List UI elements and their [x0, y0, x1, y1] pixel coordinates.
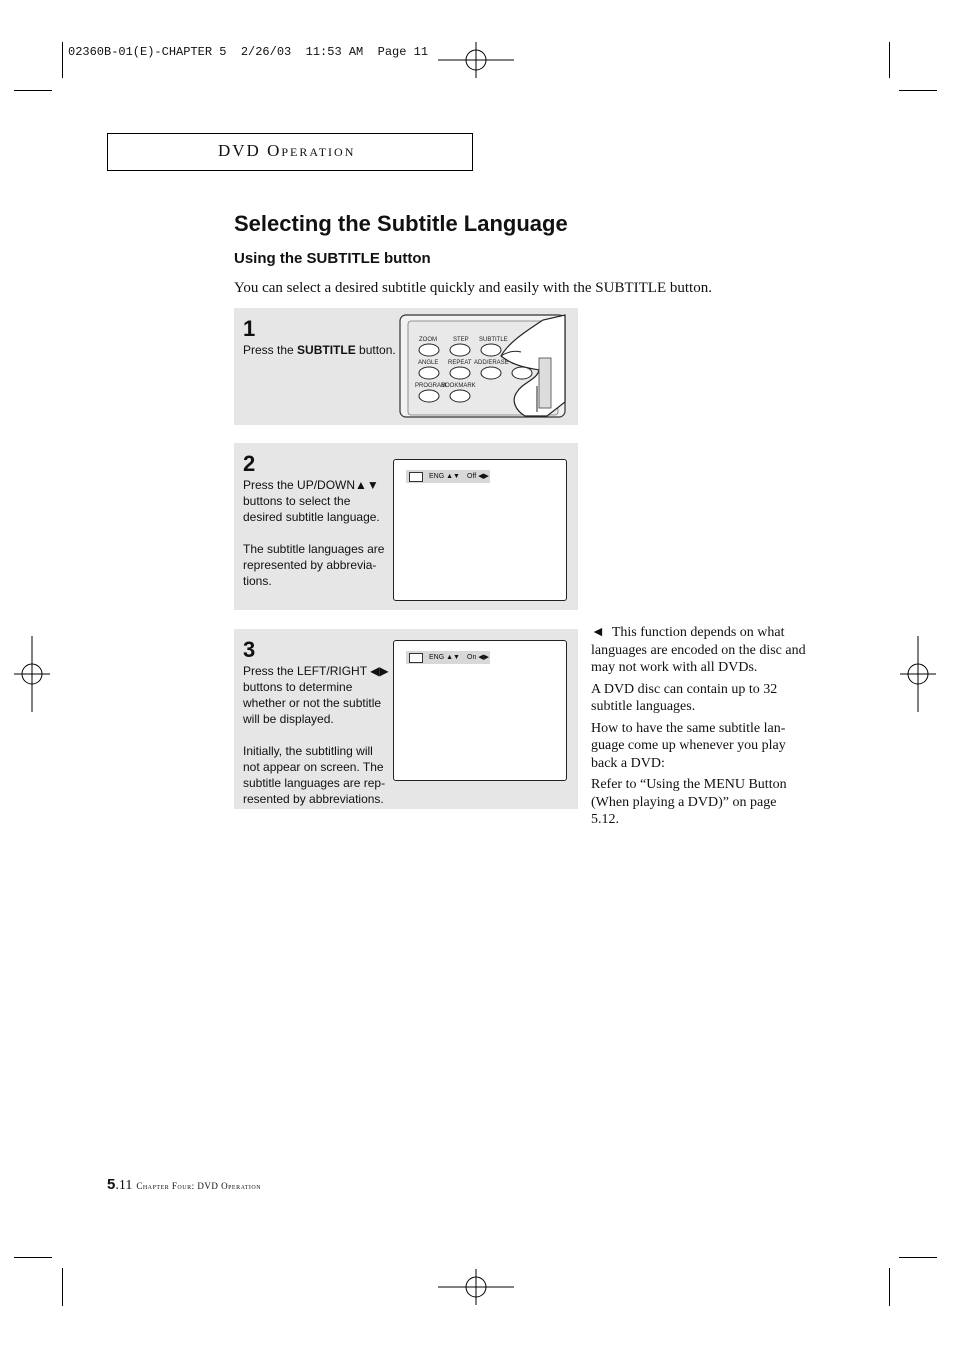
side-note — [591, 624, 807, 833]
note-paragraph: How to have the same subtitle lan- guage come up whenever you play back a DVD: — [591, 720, 786, 771]
subtitle-icon — [409, 653, 423, 663]
tv-screen-illustration — [393, 459, 567, 601]
tv-screen-illustration — [393, 640, 567, 781]
registration-mark-top — [436, 40, 516, 80]
osd-value: On ◀▶ — [467, 654, 490, 661]
osd-language: ENG ▲▼ — [429, 654, 460, 661]
section-header: DVD Operation — [218, 141, 356, 160]
remote-label-step: STEP — [453, 337, 469, 343]
remote-control-illustration — [397, 312, 567, 418]
subtitle-icon — [409, 472, 423, 482]
remote-label-repeat: REPEAT — [448, 360, 472, 366]
page-number: 5 — [107, 1176, 116, 1193]
registration-mark-bottom — [436, 1267, 516, 1307]
step-2-text: Press the UP/DOWN▲▼ buttons to select the desired subtitle language. The subtitle languages are represented by abbrevia- tions. — [243, 478, 385, 588]
osd-value: Off ◀▶ — [467, 473, 489, 480]
step-2-panel — [234, 443, 578, 610]
section-subtitle: Using the SUBTITLE button — [234, 250, 431, 267]
chapter-label: Chapter Four: DVD Operation — [136, 1181, 262, 1191]
subtitle-keyword: SUBTITLE — [297, 343, 356, 357]
remote-label-bookmark: BOOKMARK — [441, 383, 476, 389]
osd-language: ENG ▲▼ — [429, 473, 460, 480]
registration-mark-left — [12, 634, 52, 714]
page-number-sub: .11 — [115, 1178, 133, 1193]
note-paragraph: This function depends on what languages are encoded on the disc and may not work with all DVDs. — [591, 625, 806, 675]
remote-label-program: PROGRAM — [415, 383, 447, 389]
step-3-panel — [234, 629, 578, 809]
subtitle-osd-bar — [406, 470, 490, 483]
registration-mark-right — [898, 634, 938, 714]
remote-label-add-erase: ADD/ERASE — [474, 360, 509, 366]
note-arrow-icon: ◄ — [591, 625, 605, 640]
page-footer — [107, 1176, 261, 1194]
remote-label-angle: ANGLE — [418, 360, 439, 366]
step-1-text: Press the SUBTITLE button. — [243, 343, 396, 357]
intro-text: You can select a desired subtitle quickly and easily with the SUBTITLE button. — [234, 280, 712, 296]
subtitle-osd-bar — [406, 651, 490, 664]
step-1-panel — [234, 308, 578, 425]
page-title: Selecting the Subtitle Language — [234, 211, 568, 236]
step-number: 3 — [243, 637, 256, 662]
step-number: 2 — [243, 451, 256, 476]
note-paragraph: A DVD disc can contain up to 32 subtitle languages. — [591, 681, 778, 714]
print-header: 02360B-01(E)-CHAPTER 5 2/26/03 11:53 AM Page 11 — [68, 45, 429, 59]
remote-label-subtitle: SUBTITLE — [479, 337, 508, 343]
remote-label-zoom: ZOOM — [419, 337, 437, 343]
step-number: 1 — [243, 316, 256, 341]
note-paragraph: Refer to “Using the MENU Button (When playing a DVD)” on page 5.12. — [591, 777, 787, 827]
step-3-text: Press the LEFT/RIGHT ◀▶ buttons to determine whether or not the subtitle will be displayed. Initially, the subtitling will not appear on screen. The subtitle languages are rep- resented by abbreviations. — [243, 664, 389, 806]
